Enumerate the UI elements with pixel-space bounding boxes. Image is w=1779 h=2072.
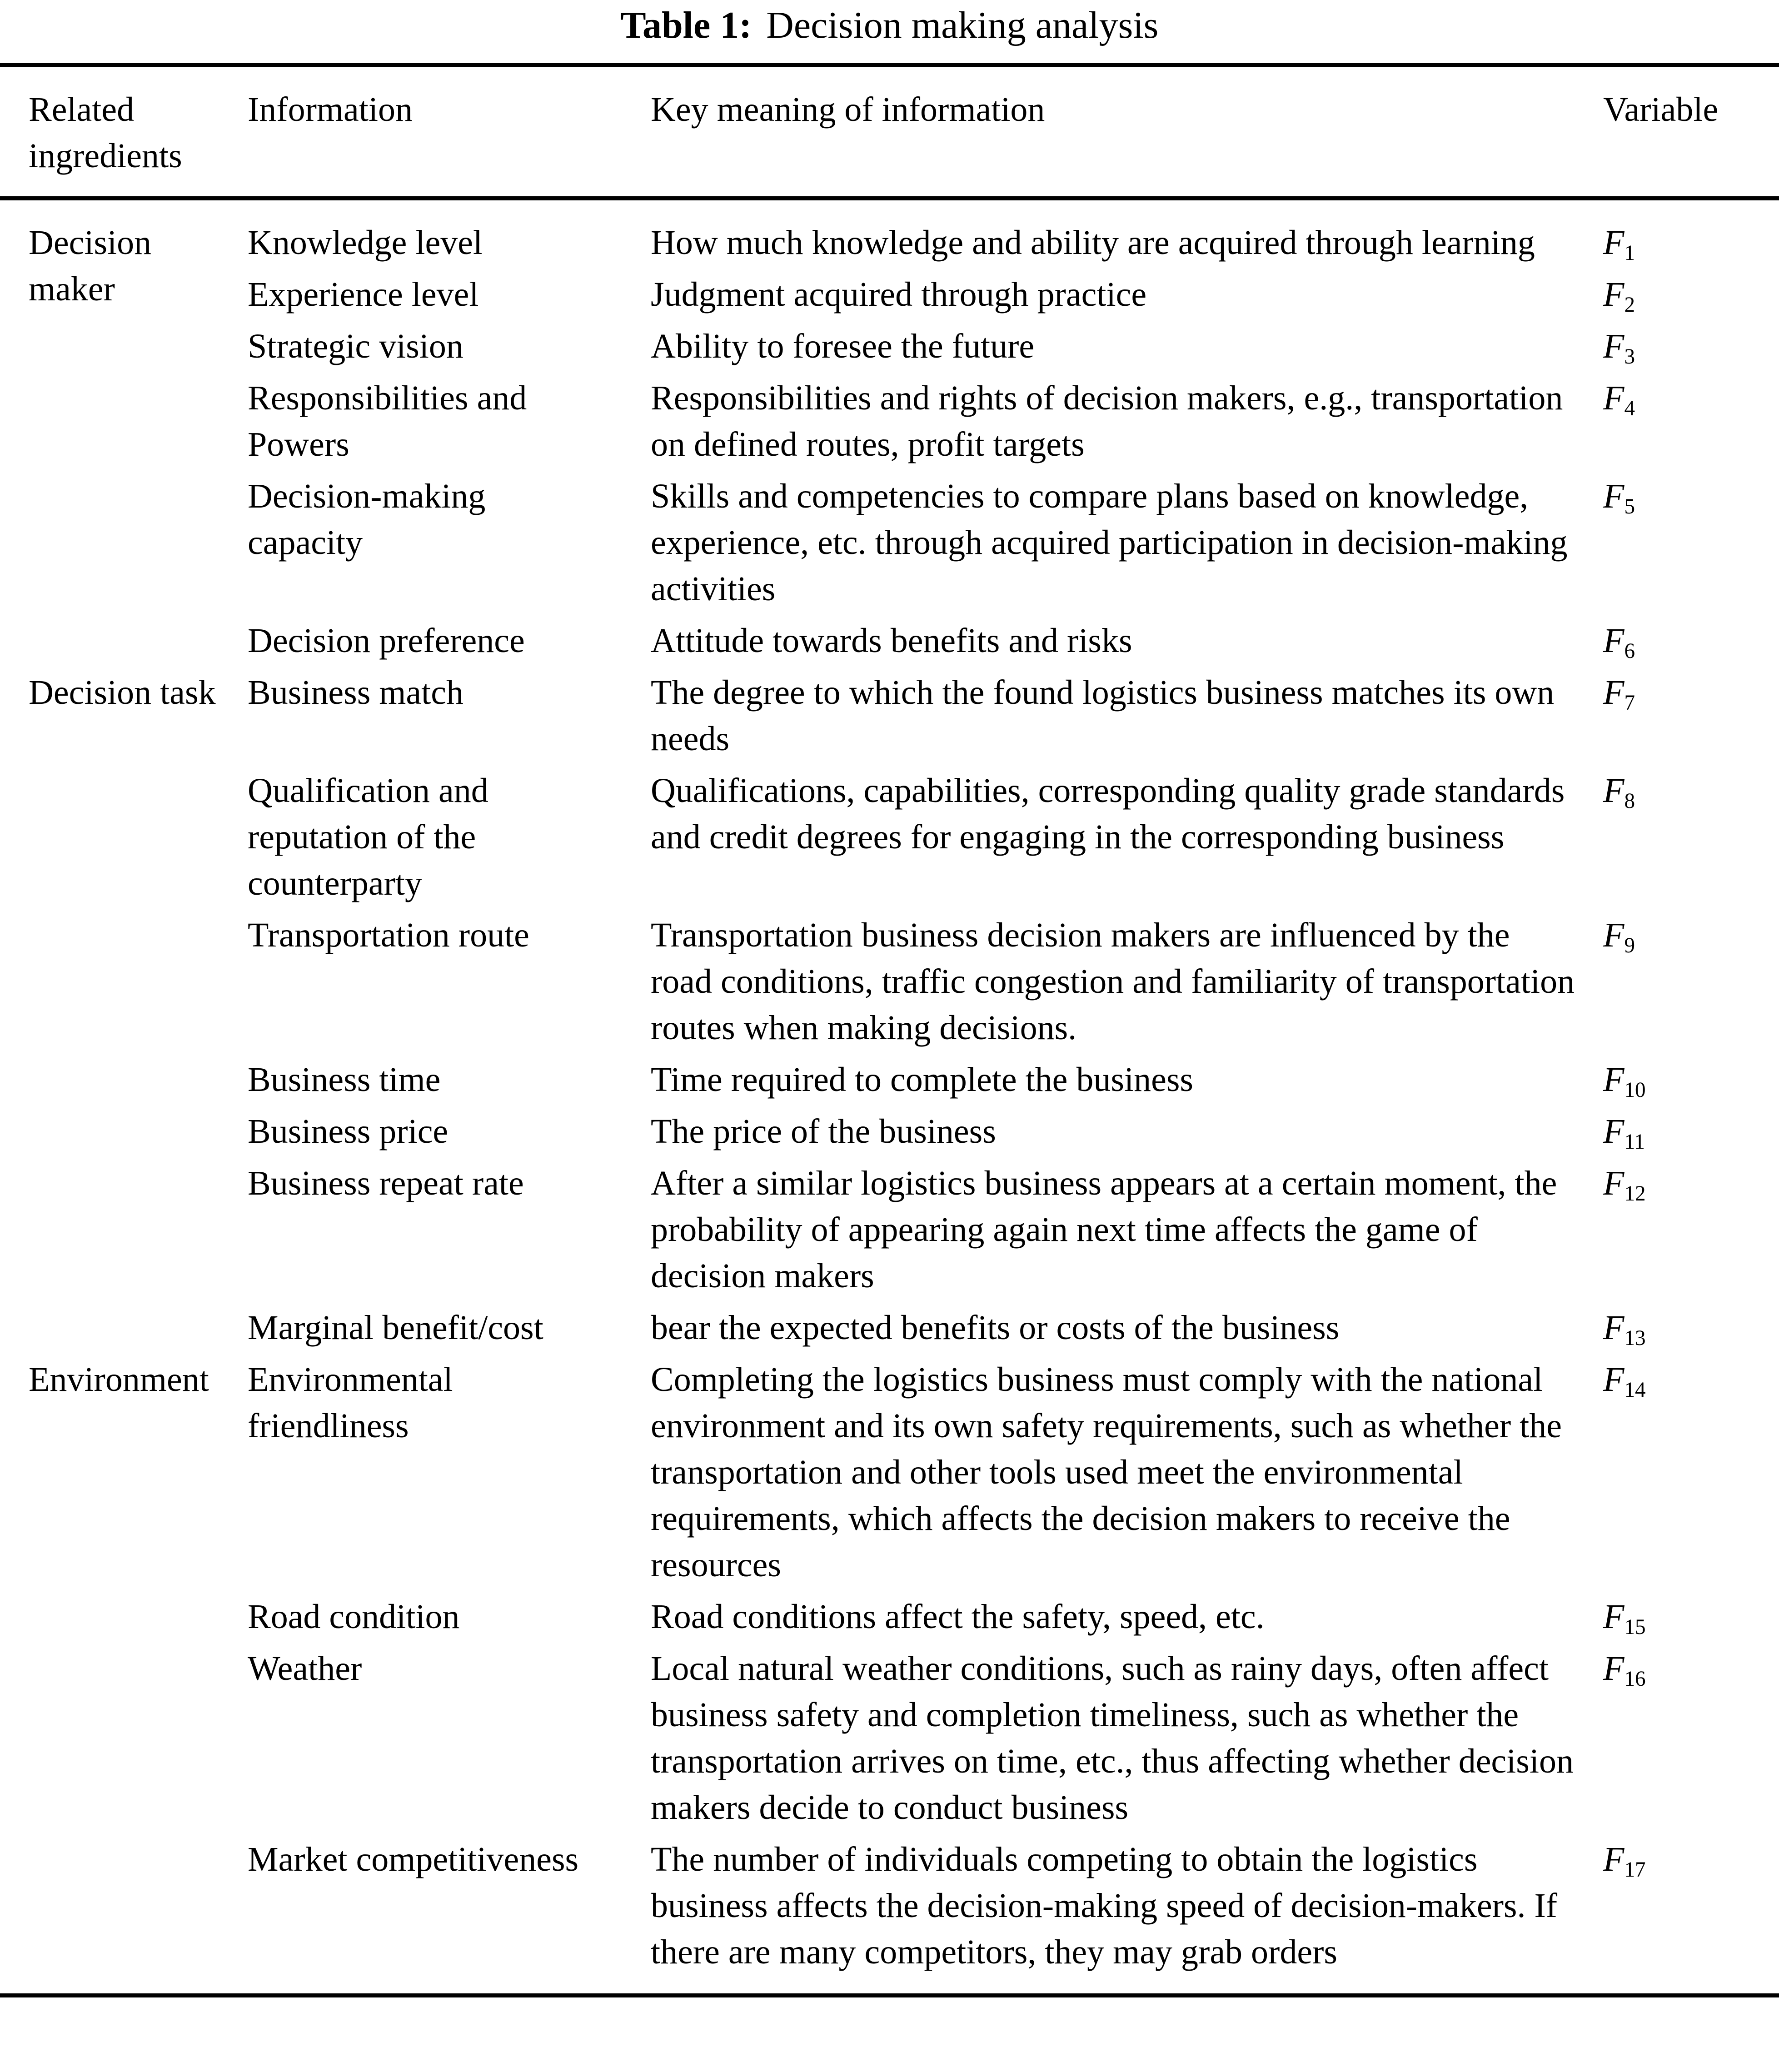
variable-symbol: F bbox=[1603, 379, 1625, 417]
group-label-decision-task: Decision task bbox=[29, 673, 216, 712]
table-body bbox=[0, 198, 1779, 1995]
variable-subscript: 4 bbox=[1624, 396, 1635, 420]
table-row bbox=[0, 473, 1779, 618]
meaning-cell: The price of the business bbox=[651, 1112, 996, 1151]
variable-subscript: 5 bbox=[1624, 494, 1635, 518]
variable-subscript: 15 bbox=[1624, 1615, 1646, 1639]
table-row bbox=[0, 323, 1779, 375]
information-cell: Business time bbox=[248, 1060, 441, 1099]
table-row bbox=[0, 767, 1779, 912]
variable-cell bbox=[1600, 271, 1779, 323]
variable-symbol: F bbox=[1603, 1649, 1625, 1688]
variable-symbol: F bbox=[1603, 1597, 1625, 1636]
variable-subscript: 16 bbox=[1624, 1667, 1646, 1691]
table-caption-label: Table 1: bbox=[620, 4, 752, 46]
variable-cell bbox=[1600, 669, 1779, 767]
information-cell: Responsibilities and Powers bbox=[248, 379, 527, 463]
information-cell: Market competitiveness bbox=[248, 1840, 579, 1878]
information-cell: Decision preference bbox=[248, 621, 525, 660]
table-row bbox=[0, 1356, 1779, 1594]
variable-symbol: F bbox=[1603, 1840, 1625, 1878]
variable-subscript: 2 bbox=[1624, 293, 1635, 317]
variable-subscript: 7 bbox=[1624, 691, 1635, 715]
variable-cell bbox=[1600, 375, 1779, 473]
variable-symbol: F bbox=[1603, 771, 1625, 810]
variable-subscript: 17 bbox=[1624, 1858, 1646, 1882]
header-row bbox=[0, 65, 1779, 198]
information-cell: Strategic vision bbox=[248, 327, 463, 365]
variable-cell bbox=[1600, 618, 1779, 669]
variable-subscript: 11 bbox=[1624, 1130, 1645, 1154]
variable-symbol: F bbox=[1603, 327, 1625, 365]
table-row bbox=[0, 198, 1779, 271]
information-cell: Transportation route bbox=[248, 916, 529, 954]
information-cell: Road condition bbox=[248, 1597, 460, 1636]
variable-subscript: 8 bbox=[1624, 789, 1635, 813]
meaning-cell: bear the expected benefits or costs of the business bbox=[651, 1308, 1340, 1347]
table-row bbox=[0, 271, 1779, 323]
information-cell: Business price bbox=[248, 1112, 448, 1151]
meaning-cell: Skills and competencies to compare plans based on knowledge, experience, etc. through acquired participation in decision-making activities bbox=[651, 477, 1568, 608]
table-caption-text: Decision making analysis bbox=[766, 4, 1159, 46]
meaning-cell: Local natural weather conditions, such as rainy days, often affect business safety and completion timeliness, such as whether the transportation arrives on time, etc., thus affecting whether decision makers decide to conduct business bbox=[651, 1649, 1574, 1827]
information-cell: Decision-making capacity bbox=[248, 477, 486, 562]
meaning-cell: The number of individuals competing to obtain the logistics business affects the decision-making speed of decision-makers. If there are many competitors, they may grab orders bbox=[651, 1840, 1558, 1971]
group-label-decision-maker: Decision maker bbox=[29, 223, 152, 308]
table-row bbox=[0, 1594, 1779, 1645]
variable-cell bbox=[1600, 473, 1779, 618]
group-label-environment: Environment bbox=[29, 1360, 209, 1399]
variable-subscript: 10 bbox=[1624, 1078, 1646, 1102]
meaning-cell: Attitude towards benefits and risks bbox=[651, 621, 1132, 660]
meaning-cell: Judgment acquired through practice bbox=[651, 275, 1147, 314]
variable-cell bbox=[1600, 1108, 1779, 1160]
table-row bbox=[0, 375, 1779, 473]
meaning-cell: Qualifications, capabilities, corresponding quality grade standards and credit degrees for engaging in the corresponding business bbox=[651, 771, 1565, 856]
variable-symbol: F bbox=[1603, 1360, 1625, 1399]
variable-subscript: 6 bbox=[1624, 639, 1635, 663]
meaning-cell: Road conditions affect the safety, speed, etc. bbox=[651, 1597, 1265, 1636]
variable-symbol: F bbox=[1603, 223, 1625, 262]
table-row bbox=[0, 618, 1779, 669]
variable-symbol: F bbox=[1603, 1308, 1625, 1347]
variable-symbol: F bbox=[1603, 916, 1625, 954]
variable-cell bbox=[1600, 912, 1779, 1056]
information-cell: Knowledge level bbox=[248, 223, 483, 262]
variable-subscript: 14 bbox=[1624, 1378, 1646, 1402]
variable-symbol: F bbox=[1603, 275, 1625, 314]
variable-cell bbox=[1600, 1836, 1779, 1996]
variable-subscript: 9 bbox=[1624, 933, 1635, 957]
table-row bbox=[0, 1056, 1779, 1108]
meaning-cell: After a similar logistics business appears at a certain moment, the probability of appearing again next time affects the game of decision makers bbox=[651, 1164, 1557, 1295]
variable-symbol: F bbox=[1603, 1060, 1625, 1099]
information-cell: Environmental friendliness bbox=[248, 1360, 453, 1445]
meaning-cell: How much knowledge and ability are acquired through learning bbox=[651, 223, 1535, 262]
decision-making-analysis-table bbox=[0, 63, 1779, 1997]
table-row bbox=[0, 1836, 1779, 1996]
variable-subscript: 1 bbox=[1624, 241, 1635, 265]
meaning-cell: Time required to complete the business bbox=[651, 1060, 1193, 1099]
variable-cell bbox=[1600, 767, 1779, 912]
variable-symbol: F bbox=[1603, 477, 1625, 515]
header-key-meaning-of-information: Key meaning of information bbox=[651, 65, 1600, 198]
meaning-cell: Transportation business decision makers are influenced by the road conditions, traffic congestion and familiarity of transportation routes when making decisions. bbox=[651, 916, 1575, 1047]
table-row bbox=[0, 1160, 1779, 1305]
variable-cell bbox=[1600, 1645, 1779, 1836]
variable-symbol: F bbox=[1603, 1164, 1625, 1202]
variable-cell bbox=[1600, 1056, 1779, 1108]
information-cell: Experience level bbox=[248, 275, 479, 314]
variable-cell bbox=[1600, 323, 1779, 375]
variable-cell bbox=[1600, 1305, 1779, 1356]
header-information: Information bbox=[248, 65, 651, 198]
information-cell: Qualification and reputation of the counterparty bbox=[248, 771, 488, 902]
meaning-cell: Responsibilities and rights of decision makers, e.g., transportation on defined routes, profit targets bbox=[651, 379, 1563, 463]
variable-symbol: F bbox=[1603, 673, 1625, 712]
header-related-ingredients: Related ingredients bbox=[0, 65, 248, 198]
meaning-cell: The degree to which the found logistics business matches its own needs bbox=[651, 673, 1555, 758]
meaning-cell: Ability to foresee the future bbox=[651, 327, 1035, 365]
table-caption bbox=[0, 0, 1779, 49]
meaning-cell: Completing the logistics business must comply with the national environment and its own safety requirements, such as whether the transportation and other tools used meet the environmental requirements, which affects the decision makers to receive the resources bbox=[651, 1360, 1562, 1584]
variable-cell bbox=[1600, 1356, 1779, 1594]
variable-cell bbox=[1600, 1594, 1779, 1645]
variable-subscript: 13 bbox=[1624, 1326, 1646, 1350]
information-cell: Marginal benefit/cost bbox=[248, 1308, 543, 1347]
variable-cell bbox=[1600, 1160, 1779, 1305]
information-cell: Business repeat rate bbox=[248, 1164, 524, 1202]
variable-subscript: 3 bbox=[1624, 344, 1635, 369]
variable-symbol: F bbox=[1603, 621, 1625, 660]
table-row bbox=[0, 1645, 1779, 1836]
variable-cell bbox=[1600, 198, 1779, 271]
table-head bbox=[0, 65, 1779, 198]
variable-subscript: 12 bbox=[1624, 1181, 1646, 1205]
table-row bbox=[0, 1305, 1779, 1356]
table-row bbox=[0, 1108, 1779, 1160]
header-variable: Variable bbox=[1600, 65, 1779, 198]
information-cell: Business match bbox=[248, 673, 463, 712]
information-cell: Weather bbox=[248, 1649, 362, 1688]
table-row bbox=[0, 669, 1779, 767]
variable-symbol: F bbox=[1603, 1112, 1625, 1151]
table-row bbox=[0, 912, 1779, 1056]
